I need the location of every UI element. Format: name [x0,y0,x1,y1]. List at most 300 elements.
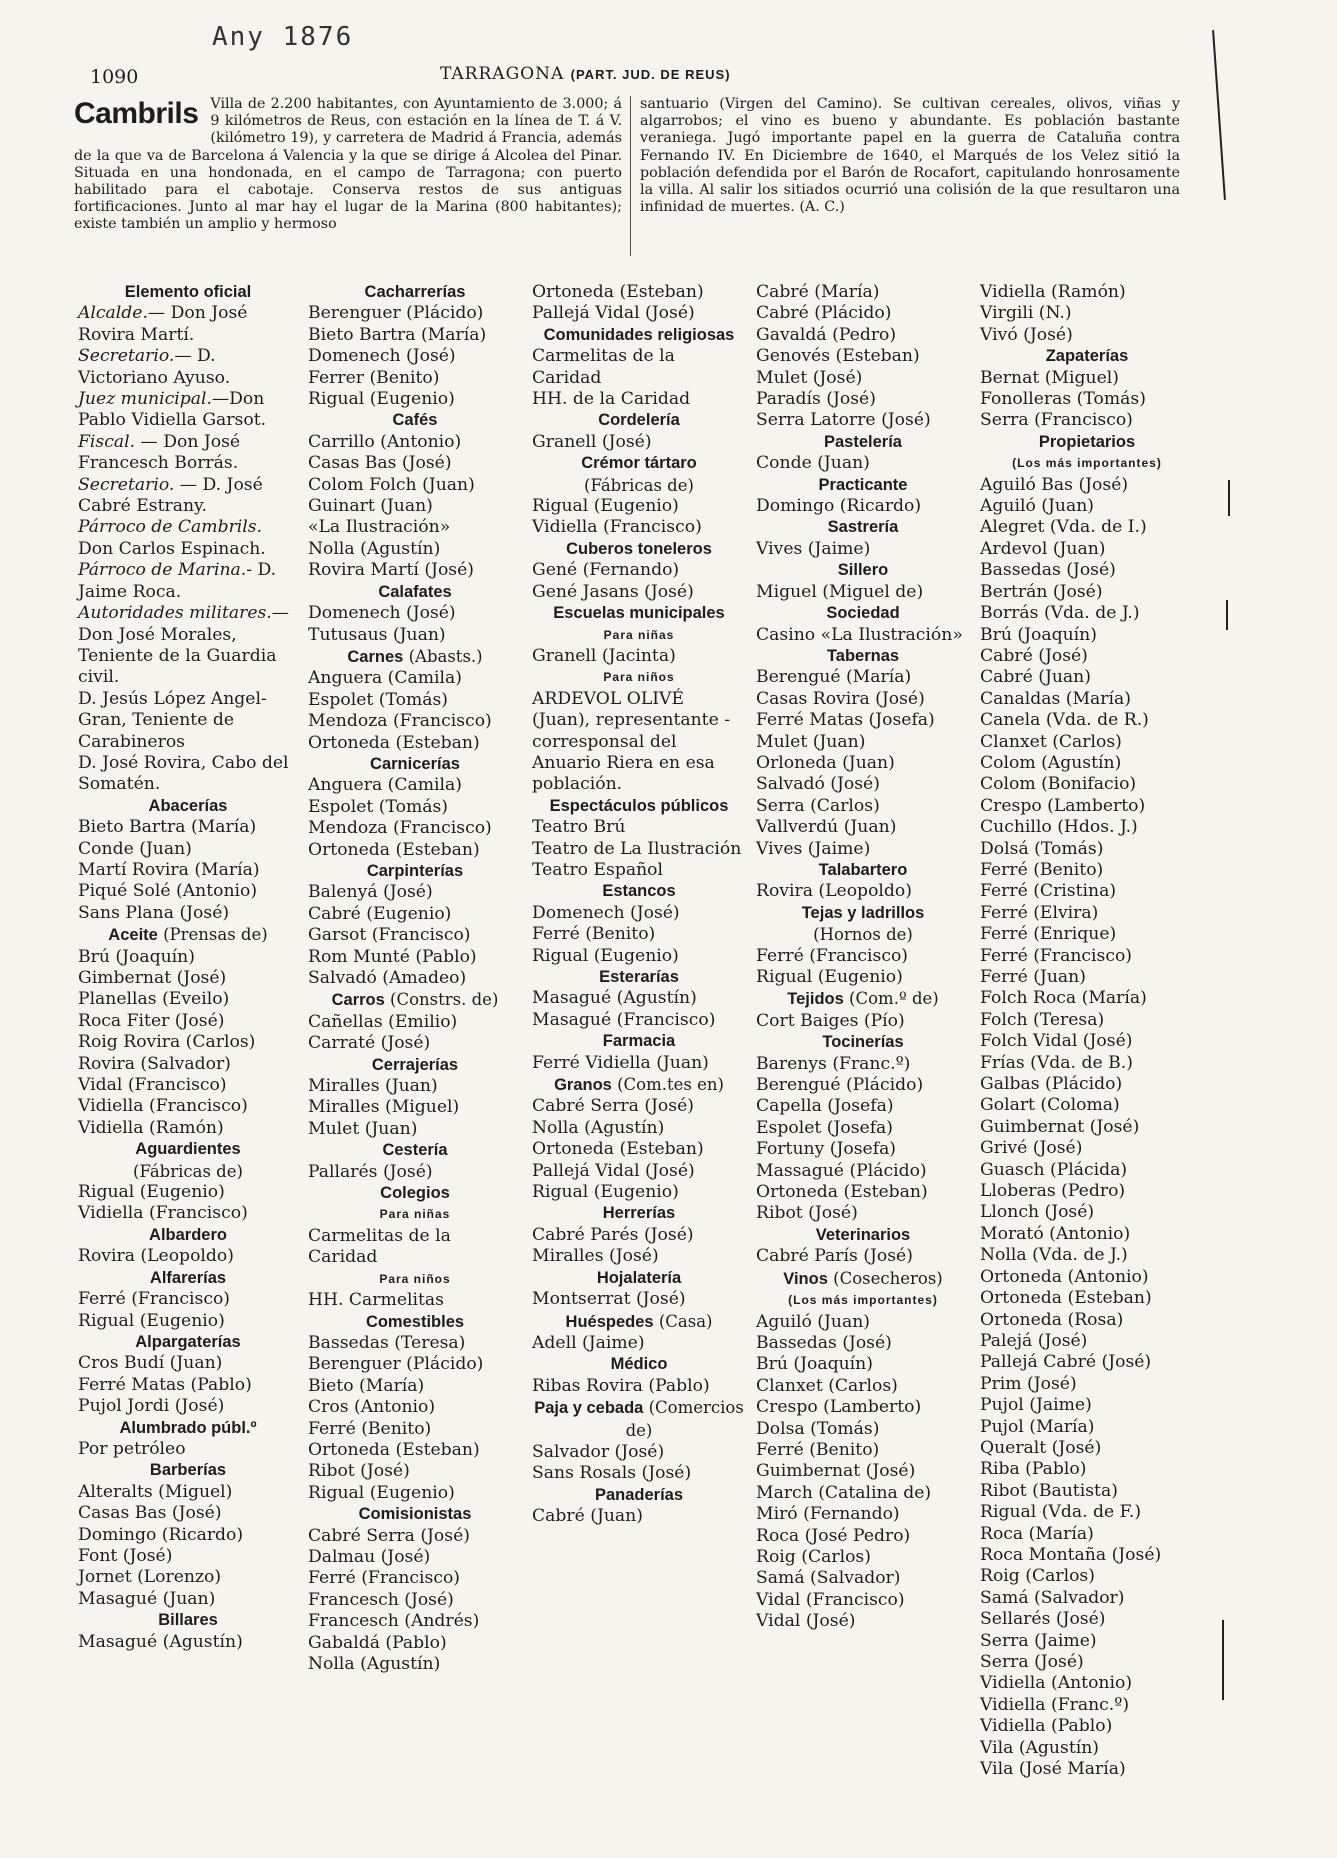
directory-entry: Salvadó (Amadeo) [308,968,467,988]
official-role: Secretario. [78,346,175,367]
directory-entry: Domenech (José) [308,346,456,367]
category-note: (Fábricas de) [584,475,694,495]
directory-entry: Ferré (Benito) [532,924,656,945]
directory-entry: Roig Rovira (Carlos) [78,1032,256,1053]
directory-entry: Frías (Vda. de B.) [980,1052,1133,1073]
category-heading [532,796,746,817]
category-heading [756,988,970,1010]
category-heading-label: Carpinterías [366,861,464,880]
directory-entry: Domenech (José) [532,902,680,923]
directory-entry: Cort Baiges (Pío) [756,1010,905,1031]
directory-entry: Cabré (María) [756,282,880,302]
official-name: - D. Jaime Roca. [78,560,277,602]
directory-entry: Vidiella (Antonio) [980,1673,1133,1694]
directory-entry: Domenech (José) [308,603,456,624]
directory-entry: Aguiló (Juan) [756,1311,870,1332]
intro-left-paragraph [74,96,622,234]
directory-entry: Ferré (Francisco) [980,945,1133,966]
category-heading-label: Sastrería [827,518,899,537]
directory-entry: Gené (Fernando) [532,560,680,581]
category-heading [78,924,298,946]
directory-entry: Bassedas (Teresa) [308,1332,466,1353]
category-subheading: (Los más importantes) [1012,456,1162,471]
directory-entry: Cañellas (Emilio) [308,1011,458,1032]
directory-entry: Pujol Jordi (José) [78,1396,225,1417]
directory-entry: Roca (María) [980,1523,1094,1544]
directory-paragraph: ARDEVOL OLIVÉ (Juan), representante - corresponsal del Anuario Riera en esa población. [532,688,731,795]
directory-entry: Rigual (Eugenio) [532,945,679,966]
category-heading [756,603,970,624]
category-heading-label: Pastelería [824,432,902,451]
official-name: —Don José Morales, Teniente de la Guardia civil. [78,603,289,688]
directory-entry: Rigual (Eugenio) [532,1182,679,1203]
category-heading-label: Aceite [108,926,158,945]
category-heading [78,796,298,817]
directory-entry: Cabré (Juan) [532,1506,643,1527]
directory-entry: Miró (Fernando) [756,1504,900,1525]
directory-entry: Masagué (Agustín) [78,1631,243,1652]
directory-entry: Vives (Jaime) [756,838,871,859]
category-heading [532,1074,746,1096]
directory-entry: Pallejá Vidal (José) [532,1160,695,1181]
category-heading [980,432,1194,453]
directory-entry: Cros (Antonio) [308,1397,436,1418]
directory-entry: Palejá (José) [980,1330,1088,1351]
directory-entry: Font (José) [78,1545,173,1566]
directory-entry: Morató (Antonio) [980,1223,1131,1244]
directory-entry: Adell (Jaime) [532,1332,645,1353]
category-heading [308,282,522,303]
directory-entry: Cabré (Eugenio) [308,903,452,924]
category-heading-qualifier: (Com.tes en) [611,1075,724,1095]
official-entry [78,603,298,689]
directory-entry: Tutusaus (Juan) [308,624,446,645]
category-heading-qualifier: (Prensas de) [157,925,268,945]
directory-entry: Cabré Serra (José) [532,1096,694,1117]
directory-entry: Carrillo (Antonio) [308,431,462,452]
directory-entry: Rigual (Vda. de F.) [980,1502,1142,1523]
directory-entry: Galbas (Plácido) [980,1074,1123,1095]
category-heading-label: Cafés [392,411,438,430]
category-heading [756,1268,970,1290]
category-heading-label: Talabartero [818,860,908,879]
directory-entry: Francesch (Andrés) [308,1611,480,1632]
category-heading [756,646,970,667]
directory-paragraph: D. José Rovira, Cabo del Somatén. [78,752,289,795]
directory-entry: Serra (Carlos) [756,795,880,816]
directory-entry: Casas Bas (José) [78,1503,222,1524]
official-name: — Don José Francesch Borrás. [78,431,241,474]
page-number: 1090 [90,66,139,88]
directory-entry: Domingo (Ricardo) [78,1524,244,1545]
directory-entry: Cabré Serra (José) [308,1525,470,1546]
category-heading-label: Barberías [149,1461,227,1480]
directory-paragraph: D. Jesús López Angel-Gran, Teniente de Carabineros [78,688,267,752]
category-heading [532,1311,746,1333]
category-heading [78,1610,298,1631]
directory-entry: March (Catalina de) [756,1482,932,1503]
directory-entry: Dolsa (Tomás) [756,1418,880,1439]
town-name: Cambrils [74,97,199,130]
category-heading [756,1032,970,1053]
directory-entry: Folch (Teresa) [980,1009,1105,1030]
directory-entry: Ribas Rovira (Pablo) [532,1375,710,1396]
directory-entry: Dalmau (José) [308,1546,431,1567]
directory-entry: Roca Montaña (José) [980,1544,1162,1565]
category-heading-label: Practicante [818,475,908,494]
directory-entry: Clanxet (Carlos) [756,1375,898,1396]
category-heading [756,860,970,881]
directory-entry: Serra (Jaime) [980,1630,1097,1651]
directory-entry: Ortoneda (Esteban) [756,1182,928,1203]
directory-entry: Cuchillo (Hdos. J.) [980,817,1138,838]
directory-entry: Gabaldá (Pablo) [308,1632,447,1653]
official-name: — Don José Rovira Martí. [78,303,248,345]
directory-entry: Planellas (Eveilo) [78,989,230,1010]
category-heading [980,346,1194,367]
directory-entry: Casas Bas (José) [308,453,452,474]
directory-entry: Granell (José) [532,431,652,452]
category-heading-label: Cacharrerías [364,283,466,301]
category-heading-label: Cordelería [598,411,680,430]
margin-mark [1222,1620,1224,1700]
directory-entry: Roig (Carlos) [980,1566,1095,1587]
directory-entry: Teatro Brú [532,817,626,838]
category-heading-label: Albardero [149,1225,227,1244]
category-heading [78,1460,298,1481]
directory-entry: Vidiella (Ramón) [980,282,1126,302]
directory-entry: Salvador (José) [532,1441,665,1462]
directory-entry: Canela (Vda. de R.) [980,710,1149,731]
directory-entry: Folch Roca (María) [980,988,1147,1009]
category-heading-label: Hojalatería [596,1268,682,1287]
category-heading [532,410,746,431]
directory-entry: Nolla (Agustín) [308,538,441,559]
category-heading [532,1203,746,1224]
directory-entry: Serra (Francisco) [980,410,1133,431]
category-heading-label: Sillero [837,561,889,580]
directory-entry: Masagué (Francisco) [532,1009,716,1030]
directory-entry: Ferré (Juan) [980,967,1086,987]
directory-entry: Espolet (Tomás) [308,689,449,710]
directory-entry: Bassedas (José) [980,560,1116,581]
category-heading-label: Médico [610,1355,668,1374]
category-heading-label: Elemento oficial [124,283,252,301]
directory-entry: Cros Budí (Juan) [78,1353,223,1374]
category-heading-qualifier: (Cosecheros) [827,1268,943,1288]
category-heading-qualifier: (Abasts.) [403,646,483,666]
category-heading-label: Carnes [347,647,404,666]
directory-entry: Serra Latorre (José) [756,410,931,431]
directory-entry: Clanxet (Carlos) [980,731,1122,752]
directory-paragraph: Casino «La Ilustración» [756,624,963,645]
category-heading-label: Abacerías [148,796,228,815]
directory-entry: Cabré (José) [980,645,1088,666]
directory-entry: Aguiló Bas (José) [980,474,1129,495]
category-heading-label: Alfarerías [149,1268,227,1287]
category-heading-label: Cestería [382,1141,448,1160]
official-role: Secretario. [78,474,175,495]
directory-entry: Roca (José Pedro) [756,1525,911,1546]
directory-entry: Salvadó (José) [756,774,880,795]
directory-entry: Vives (Jaime) [756,538,871,559]
directory-entry: Guimbernat (José) [756,1461,916,1482]
category-heading [308,410,522,431]
category-heading [78,1418,298,1439]
directory-entry: Ferré (Francisco) [78,1289,231,1310]
category-heading [532,1485,746,1506]
directory-entry: Ferré Matas (Josefa) [756,710,935,731]
directory-entry: Vidiella (Francisco) [78,1096,248,1117]
directory-entry: Llonch (José) [980,1202,1095,1223]
directory-entry: Pujol (María) [980,1416,1095,1437]
official-name: — D. Victoriano Ayuso. [78,346,231,388]
directory-entry: Ferré (Benito) [756,1439,880,1460]
directory-entry: Miralles (Juan) [308,1076,438,1097]
category-heading [756,560,970,581]
directory-entry: Samá (Salvador) [980,1587,1125,1608]
category-heading-label: Colegios [380,1184,450,1203]
category-heading [756,475,970,496]
category-heading [532,603,746,624]
handwritten-year-note: Any 1876 [212,22,354,52]
category-heading [308,1504,522,1525]
category-heading-label: Cuberos toneleros [566,539,712,558]
directory-entry: Miguel (Miguel de) [756,581,924,602]
directory-entry: Cabré Parés (José) [532,1224,694,1245]
directory-entry: Ortoneda (Esteban) [532,282,704,302]
directory-entry: Pallarés (José) [308,1161,433,1182]
directory-entry: Ardevol (Juan) [980,538,1106,559]
category-heading [78,1332,298,1353]
category-heading-label: Escuelas municipales [553,604,725,623]
directory-entry: Conde (Juan) [756,453,870,474]
category-heading [308,1312,522,1333]
category-heading [532,881,746,902]
directory-entry: Colom Folch (Juan) [308,474,475,495]
directory-entry: Ferré (Francisco) [756,945,909,966]
category-heading [532,1354,746,1375]
directory-entry: Mulet (Juan) [308,1118,418,1139]
directory-entry: Alegret (Vda. de I.) [980,517,1147,538]
directory-entry: Vidal (José) [756,1611,856,1632]
directory-entry: Ferré Matas (Pablo) [78,1374,252,1395]
directory-entry: Colom (Bonifacio) [980,774,1137,795]
directory-entry: Massagué (Plácido) [756,1160,927,1181]
category-heading-label: Vinos [783,1269,828,1288]
directory-entry: Vallverdú (Juan) [756,817,897,838]
directory-entry: Roca Fiter (José) [78,1010,225,1031]
directory-entry: Vidiella (Francisco) [78,1203,248,1224]
directory-entry: Domingo (Ricardo) [756,496,922,517]
category-heading-label: Cerrajerías [371,1055,459,1074]
directory-entry: Espolet (Josefa) [756,1117,894,1138]
directory-entry: Alteralts (Miguel) [78,1481,233,1502]
directory-entry: Canaldas (María) [980,688,1131,709]
category-heading [756,432,970,453]
directory-entry: Rigual (Eugenio) [532,496,679,517]
directory-entry: Ortoneda (Esteban) [532,1139,704,1160]
directory-entry: Vidiella (Francisco) [532,517,702,538]
directory-entry: Sans Plana (José) [78,902,230,923]
directory-entry: Bieto Bartra (María) [78,817,257,838]
category-heading-qualifier: (Casa) [653,1311,713,1331]
directory-entry: Ortoneda (Antonio) [980,1266,1149,1287]
directory-entry: Rovira Martí (José) [308,560,474,581]
directory-entry: Mendoza (Francisco) [308,711,492,732]
directory-entry: Riba (Pablo) [980,1459,1087,1480]
directory-entry: Miralles (José) [532,1246,659,1267]
category-heading-label: Billares [158,1611,218,1630]
official-entry [78,389,298,432]
category-heading-label: Propietarios [1038,432,1136,451]
official-entry [78,303,298,346]
official-name: Don Carlos Espinach. [78,538,266,559]
directory-entry: Nolla (Agustín) [532,1117,665,1138]
directory-entry: Serra (José) [980,1652,1084,1672]
category-heading-label: Zapaterías [1045,347,1129,366]
directory-entry: Miralles (Miguel) [308,1097,460,1118]
directory-entry: Virgili (N.) [980,303,1072,324]
category-note: (Hornos de) [813,925,913,945]
category-heading [308,861,522,882]
directory-entry: Pallejá Cabré (José) [980,1352,1152,1373]
directory-entry: Brú (Joaquín) [980,624,1097,645]
directory-entry: Genovés (Esteban) [756,346,920,367]
category-heading-label: Paja y cebada [534,1399,644,1418]
directory-entry: Ortoneda (Esteban) [308,839,480,860]
directory-entry: Rigual (Eugenio) [78,1182,225,1203]
directory-entry: Garsot (Francisco) [308,925,471,946]
directory-entry: Guasch (Plácida) [980,1159,1128,1180]
category-heading-label: Tejidos [787,990,844,1009]
directory-entry: Teatro Español [532,859,664,880]
directory-entry: Rovira (Leopoldo) [78,1246,234,1267]
category-heading [308,1183,522,1204]
official-entry [78,517,298,560]
directory-entry: Ortoneda (Esteban) [308,732,480,753]
official-role: Alcalde. [78,303,148,324]
category-heading-label: Panaderías [594,1485,684,1504]
category-heading [308,1140,522,1161]
category-heading [756,517,970,538]
directory-entry: Paradís (José) [756,389,876,410]
category-heading-label: Crémor tártaro [581,454,697,473]
directory-entry: Ferré (Benito) [980,859,1104,880]
directory-entry: Vila (Agustín) [980,1737,1100,1758]
directory-entry: Berenguer (Plácido) [308,303,484,324]
category-heading-qualifier: (Com.º de) [843,989,939,1009]
intro-left-text: Villa de 2.200 habitantes, con Ayuntamiento de 3.000; á 9 kilómetros de Reus, con estación en la línea de T. á V. (kilómetro 19), y carretera de Madrid á Francia, además de la que va de Barcelona á Valencia y la que se dirige á Alcolea del Pinar. Situada en una hondonada, en el campo de Tarragona; con puerto habilitado para el cabotaje. Conserva restos de sus antiguas fortificaciones. Junto al mar hay el lugar de la Marina (800 habitantes); existe también un amplio y hermoso [74,96,622,233]
official-name: —Don Pablo Vidiella Garsot. [78,389,267,431]
directory-columns [78,282,1198,1842]
directory-entry: Ferré (Cristina) [980,881,1117,902]
directory-entry: Balenyá (José) [308,882,433,903]
official-role: Juez municipal. [78,389,212,410]
category-heading-label: Comisionistas [358,1505,472,1524]
directory-entry: Capella (Josefa) [756,1096,894,1117]
directory-entry: Crespo (Lamberto) [980,795,1146,816]
category-heading [308,989,522,1011]
category-heading-label: Herrerías [602,1204,676,1223]
directory-entry: Espolet (Tomás) [308,796,449,817]
category-subheading: Para niñas [379,1207,451,1222]
directory-entry: Masagué (Juan) [78,1588,216,1609]
category-heading [78,282,298,303]
directory-entry: Brú (Joaquín) [78,946,195,967]
category-heading [308,1055,522,1076]
category-heading [308,646,522,668]
category-heading [532,539,746,560]
directory-entry: Rovira (Leopoldo) [756,881,912,902]
official-name: — D. José Cabré Estrany. [78,474,263,517]
directory-entry: Ferré Vidiella (Juan) [532,1052,709,1073]
directory-entry: Vidiella (Franc.º) [980,1694,1130,1715]
directory-entry: Ribot (José) [308,1461,410,1482]
directory-entry: Fonolleras (Tomás) [980,389,1146,410]
directory-entry: HH. Carmelitas [308,1290,444,1311]
directory-entry: Sellarés (José) [980,1609,1106,1630]
directory-entry: Nolla (Vda. de J.) [980,1245,1128,1266]
intro-right-paragraph: santuario (Virgen del Camino). Se cultivan cereales, olivos, viñas y algarrobos; el vino es bueno y abundante. Es población bastante veraniega. Jugó importante papel en la guerra de Cataluña contra Fernando IV. En Diciembre de 1640, el Marqués de los Velez sitió la población defendida por el Barón de Rocafort, capitulando honrosamente la villa. Al salir los sitiados ocurrió una colisión de la que resultaron una infinidad de muertes. (A. C.) [640,96,1180,216]
category-heading [532,325,746,346]
category-heading [756,903,970,924]
category-heading-label: Carnicerías [370,754,460,773]
directory-entry: Nolla (Agustín) [308,1654,441,1674]
category-heading-label: Aguardientes [135,1140,241,1159]
category-heading-qualifier: (Comercios de) [625,1398,744,1440]
directory-column-5 [974,282,1198,1842]
category-subheading: Para niñas [603,627,675,642]
category-heading-label: Granos [554,1076,612,1095]
category-heading [78,1225,298,1246]
directory-entry: Bieto Bartra (María) [308,324,487,345]
directory-entry: Lloberas (Pedro) [980,1181,1126,1202]
category-note: (Fábricas de) [133,1161,243,1181]
directory-column-3 [526,282,750,1842]
category-heading-label: Calafates [378,582,452,601]
directory-entry: Vidiella (Pablo) [980,1716,1113,1737]
directory-entry: Queralt (José) [980,1437,1102,1458]
directory-entry: Anguera (Camila) [308,775,462,796]
directory-entry: Orloneda (Juan) [756,752,895,773]
directory-entry: Pujol (Jaime) [980,1395,1092,1416]
directory-entry: Pallejá Vidal (José) [532,303,695,324]
directory-paragraph: Carmelitas de la Caridad [308,1225,451,1268]
category-heading [78,1268,298,1289]
directory-entry: Guimbernat (José) [980,1116,1140,1137]
directory-entry: Vidal (Francisco) [756,1589,905,1610]
directory-entry: Dolsá (Tomás) [980,838,1104,859]
category-heading-label: Tejas y ladrillos [801,903,925,922]
category-heading [308,582,522,603]
directory-entry: Anguera (Camila) [308,668,462,689]
directory-column-4 [750,282,974,1842]
directory-entry: Folch Vidal (José) [980,1031,1133,1052]
directory-entry: Brú (Joaquín) [756,1354,873,1375]
directory-entry: Cabré (Plácido) [756,303,892,324]
category-heading-label: Tabernas [826,646,900,665]
directory-entry: Martí Rovira (María) [78,859,260,880]
directory-entry: Gimbernat (José) [78,968,227,988]
category-heading-label: Alpargaterías [135,1332,241,1351]
directory-entry: Ferré (Francisco) [308,1568,461,1589]
category-heading-qualifier: (Constrs. de) [384,990,499,1010]
directory-entry: Golart (Coloma) [980,1095,1120,1116]
directory-entry: Berenguer (Plácido) [308,1354,484,1375]
directory-entry: Colom (Agustín) [980,752,1122,773]
directory-entry: Vila (José María) [980,1759,1126,1780]
